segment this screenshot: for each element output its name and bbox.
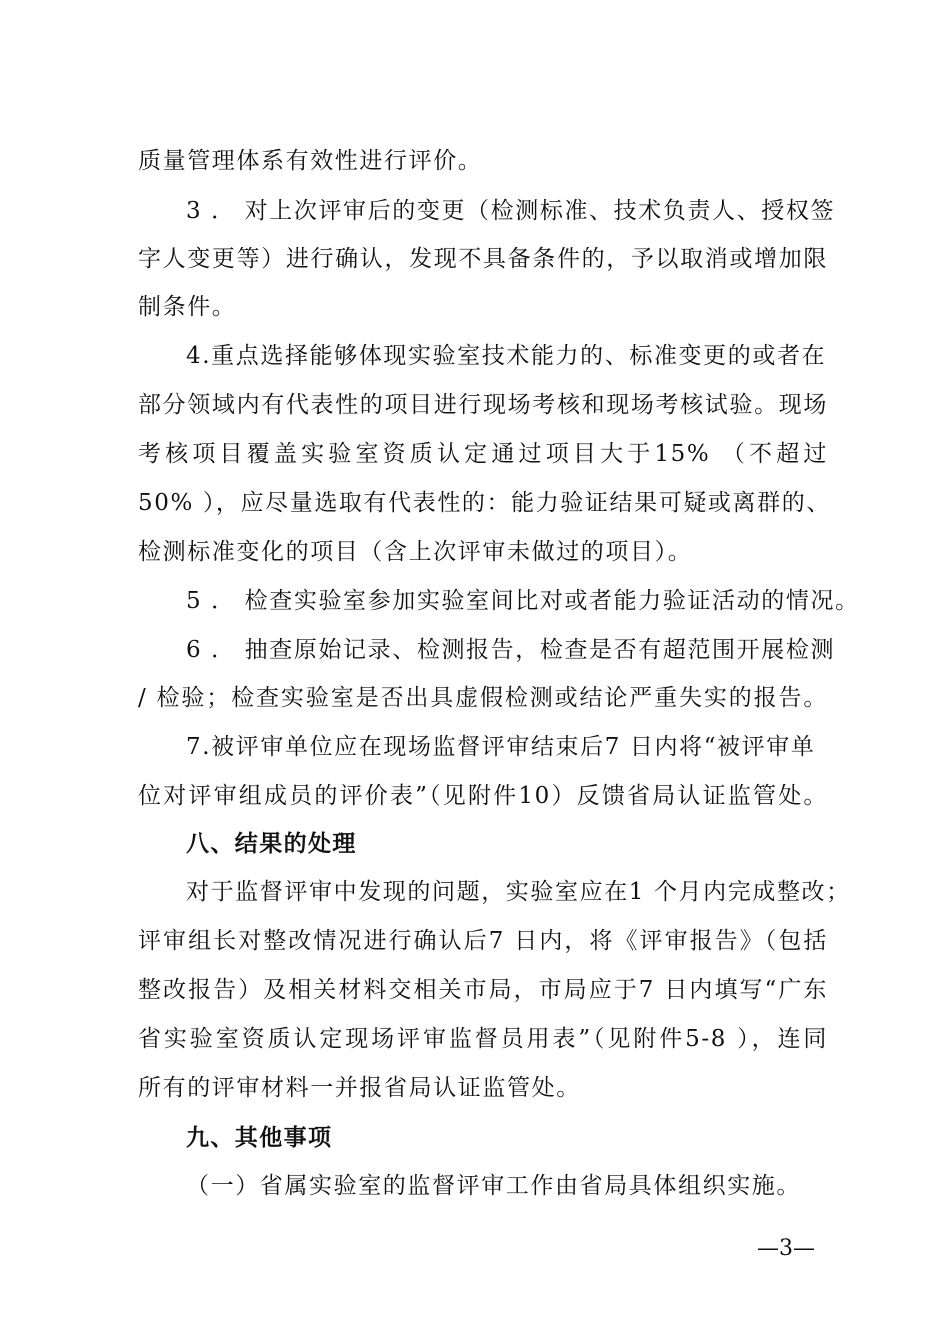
section-heading-9: 九、其他事项 <box>186 1125 333 1151</box>
section-9-item-1: （一）省属实验室的监督评审工作由省局具体组织实施。 <box>186 1173 801 1199</box>
list-item-3-line-2: 字人变更等）进行确认，发现不具备条件的，予以取消或增加限 <box>138 246 828 272</box>
list-item-4-line-3: 考核项目覆盖实验室资质认定通过项目大于15% （不超过 <box>138 441 828 467</box>
list-item-6-line-1: 6 ． 抽查原始记录、检测报告，检查是否有超范围开展检测 <box>186 637 836 663</box>
list-item-4-line-2: 部分领域内有代表性的项目进行现场考核和现场考核试验。现场 <box>138 392 828 418</box>
list-item-3-line-3: 制条件。 <box>138 294 237 320</box>
list-item-7-line-1: 7.被评审单位应在现场监督评审结束后7 日内将“被评审单 <box>186 734 816 760</box>
section-8-line-5: 所有的评审材料一并报省局认证监管处。 <box>138 1075 581 1101</box>
section-heading-8: 八、结果的处理 <box>186 831 357 857</box>
paragraph-line: 质量管理体系有效性进行评价。 <box>138 148 483 174</box>
list-item-6-line-2: / 检验；检查实验室是否出具虚假检测或结论严重失实的报告。 <box>138 685 828 711</box>
list-item-4-line-5: 检测标准变化的项目（含上次评审未做过的项目）。 <box>138 539 693 565</box>
list-item-7-line-2: 位对评审组成员的评价表”（见附件10）反馈省局认证监管处。 <box>138 783 828 809</box>
page-number: —3— <box>757 1236 815 1261</box>
list-item-3-line-1: 3 ． 对上次评审后的变更（检测标准、技术负责人、授权签 <box>186 198 836 224</box>
section-8-line-2: 评审组长对整改情况进行确认后7 日内，将《评审报告》（包括 <box>138 928 828 954</box>
list-item-4-line-1: 4.重点选择能够体现实验室技术能力的、标准变更的或者在 <box>186 343 827 369</box>
list-item-4-line-4: 50% ），应尽量选取有代表性的：能力验证结果可疑或离群的、 <box>138 490 831 516</box>
section-8-line-4: 省实验室资质认定现场评审监督员用表”（见附件5-8 ），连同 <box>138 1026 828 1052</box>
section-8-line-1: 对于监督评审中发现的问题，实验室应在1 个月内完成整改； <box>186 879 851 905</box>
section-8-line-3: 整改报告）及相关材料交相关市局，市局应于7 日内填写“广东 <box>138 977 828 1003</box>
list-item-5: 5 ． 检查实验室参加实验室间比对或者能力验证活动的情况。 <box>186 588 860 614</box>
